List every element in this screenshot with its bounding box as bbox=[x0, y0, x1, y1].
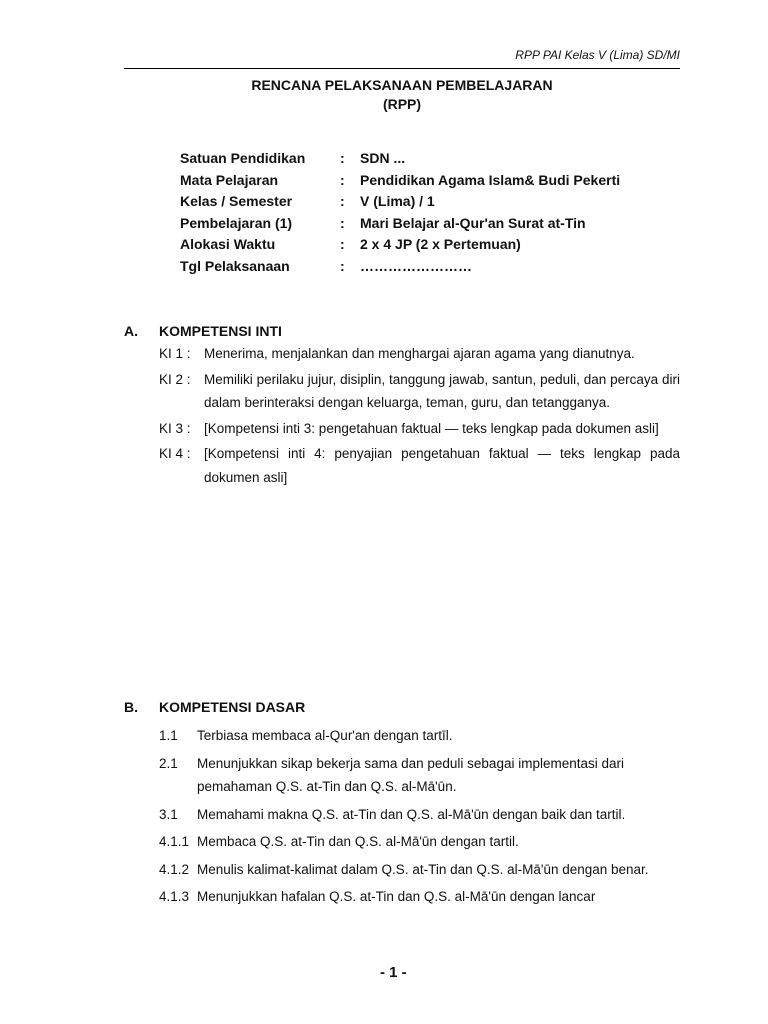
identity-value: …………………… bbox=[360, 257, 472, 274]
section-a-heading bbox=[124, 323, 282, 339]
identity-row bbox=[180, 193, 680, 215]
identity-label: Tgl Pelaksanaan bbox=[180, 257, 290, 274]
section-b-heading bbox=[124, 699, 305, 715]
identity-value: SDN ... bbox=[360, 150, 406, 166]
ki-list bbox=[159, 342, 680, 491]
identity-value: Mari Belajar al-Qur'an Surat at-Tin bbox=[360, 214, 586, 231]
kd-text: Memahami makna Q.S. at-Tin dan Q.S. al-Mā'ūn dengan baik dan tartil. bbox=[197, 806, 626, 822]
identity-colon: : bbox=[340, 214, 345, 231]
kd-number: 4.1.2 bbox=[159, 861, 190, 877]
ki-label: KI 1 : bbox=[159, 346, 191, 361]
kd-number: 4.1.1 bbox=[159, 834, 190, 849]
kd-text: Membaca Q.S. at-Tin dan Q.S. al-Mā'ūn dengan tartil. bbox=[197, 834, 519, 849]
identity-value: 2 x 4 JP (2 x Pertemuan) bbox=[360, 236, 521, 252]
kd-number: 3.1 bbox=[159, 806, 178, 822]
ki-text: Memiliki perilaku jujur, disiplin, tanggung jawab, santun, peduli, dan percaya diri dalam berinteraksi dengan keluarga, teman, guru, dan tetangganya. bbox=[204, 371, 680, 410]
ki-label: KI 2 : bbox=[159, 371, 191, 387]
kd-item bbox=[159, 885, 680, 909]
identity-block bbox=[180, 150, 680, 279]
kd-item bbox=[159, 858, 680, 882]
kd-number: 1.1 bbox=[159, 728, 178, 743]
kd-item bbox=[159, 803, 680, 827]
kd-item bbox=[159, 724, 680, 748]
document-subtitle: (RPP) bbox=[382, 96, 422, 112]
document-title: RENCANA PELAKSANAAN PEMBELAJARAN bbox=[251, 77, 553, 93]
kd-text: Terbiasa membaca al-Qur'an dengan tartīl. bbox=[197, 728, 453, 743]
kd-text: Menulis kalimat-kalimat dalam Q.S. at-Tin dan Q.S. al-Mā'ūn dengan benar. bbox=[197, 861, 649, 877]
ki-label: KI 3 : bbox=[159, 420, 191, 436]
kd-number: 4.1.3 bbox=[159, 889, 190, 904]
kd-list bbox=[159, 724, 680, 913]
identity-value: V (Lima) / 1 bbox=[360, 193, 435, 209]
ki-text: [Kompetensi inti 3: pengetahuan faktual — teks lengkap pada dokumen asli] bbox=[204, 420, 659, 436]
ki-item bbox=[159, 442, 680, 489]
kd-text: Menunjukkan hafalan Q.S. at-Tin dan Q.S. al-Mā'ūn dengan lancar bbox=[197, 889, 596, 904]
kd-item bbox=[159, 830, 680, 854]
identity-label: Pembelajaran (1) bbox=[180, 214, 293, 231]
ki-text: Menerima, menjalankan dan menghargai ajaran agama yang dianutnya. bbox=[204, 346, 635, 361]
identity-label: Alokasi Waktu bbox=[180, 236, 276, 252]
header-rule bbox=[124, 68, 680, 69]
identity-value: Pendidikan Agama Islam& Budi Pekerti bbox=[360, 171, 621, 188]
section-a-letter: A. bbox=[124, 323, 138, 339]
running-header: RPP PAI Kelas V (Lima) SD/MI bbox=[515, 48, 680, 62]
identity-label: Mata Pelajaran bbox=[180, 171, 279, 188]
identity-colon: : bbox=[340, 193, 345, 209]
identity-colon: : bbox=[340, 150, 345, 166]
identity-row bbox=[180, 236, 680, 258]
identity-label: Kelas / Semester bbox=[180, 193, 293, 209]
identity-label: Satuan Pendidikan bbox=[180, 150, 306, 166]
identity-row bbox=[180, 172, 680, 194]
identity-colon: : bbox=[340, 257, 345, 274]
identity-row bbox=[180, 215, 680, 237]
identity-colon: : bbox=[340, 171, 345, 188]
kd-item bbox=[159, 752, 680, 799]
ki-text: [Kompetensi inti 4: penyajian pengetahuan faktual — teks lengkap pada dokumen asli] bbox=[204, 446, 680, 485]
identity-row bbox=[180, 150, 680, 172]
ki-item bbox=[159, 368, 680, 415]
ki-item bbox=[159, 417, 680, 441]
section-a-title: KOMPETENSI INTI bbox=[159, 323, 282, 339]
section-b-title: KOMPETENSI DASAR bbox=[159, 699, 306, 715]
kd-number: 2.1 bbox=[159, 755, 178, 771]
ki-label: KI 4 : bbox=[159, 446, 191, 461]
identity-row bbox=[180, 258, 680, 280]
section-b-letter: B. bbox=[124, 699, 138, 715]
identity-colon: : bbox=[340, 236, 345, 252]
kd-text: Menunjukkan sikap bekerja sama dan peduli sebagai implementasi dari pemahaman Q.S. at-Tin dan Q.S. al-Mā'ūn. bbox=[197, 755, 624, 794]
page-number: - 1 - bbox=[380, 964, 407, 981]
ki-item bbox=[159, 342, 680, 366]
